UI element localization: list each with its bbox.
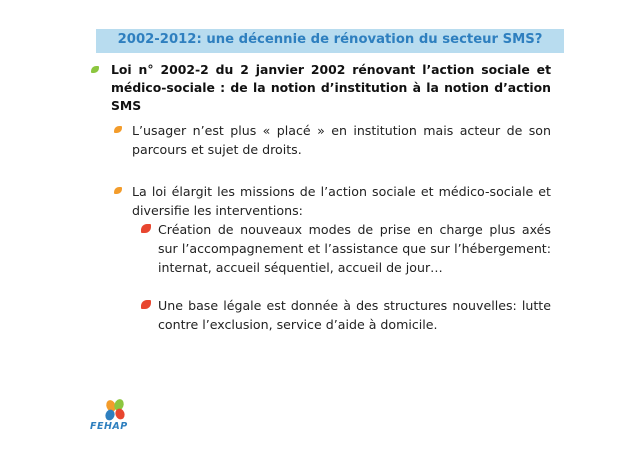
- slide-title: 2002-2012: une décennie de rénovation du secteur SMS?: [117, 32, 543, 47]
- bullet-level3-icon: [141, 224, 151, 233]
- bullet-level1-icon: [91, 66, 99, 73]
- bullet-level2-icon: [114, 126, 122, 133]
- sub-sub-point-modes: Création de nouveaux modes de prise en charge plus axés sur l’accompagnement et l’assistance que sur l’hébergement: internat, accueil séquentiel, accueil de jour…: [158, 222, 551, 275]
- sub-point-missions: La loi élargit les missions de l’action sociale et médico-sociale et diversifie les interventions:: [132, 184, 551, 218]
- sub-sub-point-structures: Une base légale est donnée à des structures nouvelles: lutte contre l’exclusion, service d’aide à domicile.: [158, 298, 551, 332]
- fehap-logo: [86, 396, 156, 440]
- sub-point-usager: L’usager n’est plus « placé » en institution mais acteur de son parcours et sujet de droits.: [132, 123, 551, 157]
- fehap-flower-icon: [86, 396, 156, 440]
- main-point-text: Loi n° 2002-2 du 2 janvier 2002 rénovant l’action sociale et médico-sociale : de la notion d’institution à la notion d’action SMS: [111, 62, 551, 113]
- slide-title-bar: [96, 29, 564, 53]
- bullet-level2-icon: [114, 187, 122, 194]
- logo-text: FEHAP: [90, 421, 128, 432]
- bullet-level3-icon: [141, 300, 151, 309]
